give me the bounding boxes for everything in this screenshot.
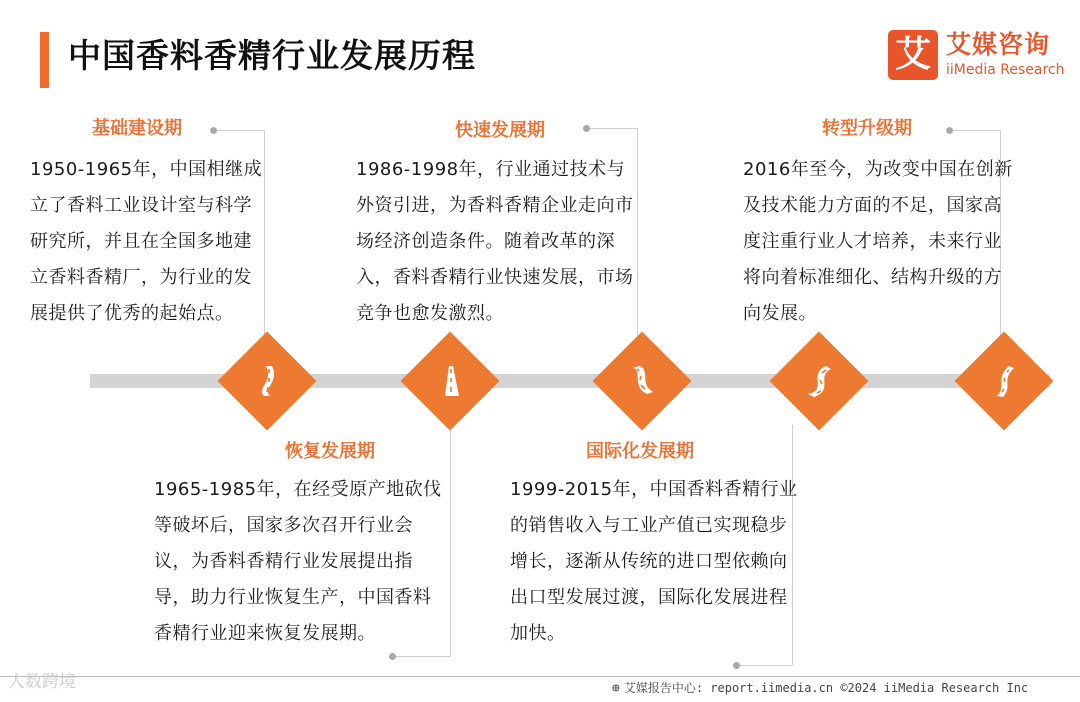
connector-line: [450, 425, 452, 657]
logo-subtitle: iiMedia Research: [946, 62, 1065, 78]
stage-3-description: 1986-1998年，行业通过技术与外资引进，为香料香精企业走向市场经济创造条件。随着改革的深入，香料香精行业快速发展，市场竞争也愈发激烈。: [356, 159, 634, 324]
stage-4-title: 国际化发展期: [586, 441, 694, 462]
connector-line: [587, 128, 637, 130]
stage-4-description: 1999-2015年，中国香料香精行业的销售收入与工业产值已实现稳步增长，逐渐从传统的进口型依赖向出口型发展过渡，国际化发展进程加快。: [510, 479, 798, 644]
connector-dot: [583, 125, 590, 132]
stage-5-description: 2016年至今，为改变中国在创新及技术能力方面的不足，国家高度注重行业人才培养，未来行业将向着标准细化、结构升级的方向发展。: [743, 159, 1013, 324]
brand-logo: [888, 30, 1068, 80]
globe-icon: ⊕: [612, 681, 620, 696]
connector-line: [637, 128, 639, 360]
road-icon: [798, 360, 840, 402]
road-icon: [621, 360, 663, 402]
connector-dot: [389, 653, 396, 660]
road-icon: [983, 360, 1025, 402]
stage-5-title: 转型升级期: [822, 118, 912, 139]
road-icon: [429, 360, 471, 402]
footer-divider: [0, 676, 1080, 677]
connector-dot: [733, 662, 740, 669]
page-title: 中国香料香精行业发展历程: [68, 36, 476, 75]
stage-1-description: 1950-1965年，中国相继成立了香料工业设计室与科学研究所，并且在全国多地建立香料香精厂，为行业的发展提供了优秀的起始点。: [30, 159, 263, 324]
road-icon: [246, 360, 288, 402]
stage-2-title: 恢复发展期: [285, 441, 375, 462]
connector-dot: [210, 127, 217, 134]
logo-name: 艾媒咨询: [946, 30, 1051, 59]
connector-line: [950, 130, 1000, 132]
footer: [612, 680, 1028, 697]
footer-text: 艾媒报告中心: report.iimedia.cn ©2024 iiMedia Research Inc: [623, 681, 1029, 695]
stage-2-description: 1965-1985年，在经受原产地砍伐等破坏后，国家多次召开行业会议，为香料香精行业发展提出指导，助力行业恢复生产，中国香料香精行业迎来恢复发展期。: [154, 479, 442, 644]
connector-line: [214, 130, 264, 132]
watermark: 人数跨境: [8, 672, 76, 692]
stage-1-title: 基础建设期: [92, 118, 182, 139]
logo-mark-icon: 艾: [888, 30, 938, 80]
stage-3-title: 快速发展期: [455, 120, 545, 141]
title-accent-bar: [40, 32, 49, 88]
connector-line: [738, 665, 792, 667]
connector-dot: [946, 127, 953, 134]
connector-line: [394, 656, 450, 658]
